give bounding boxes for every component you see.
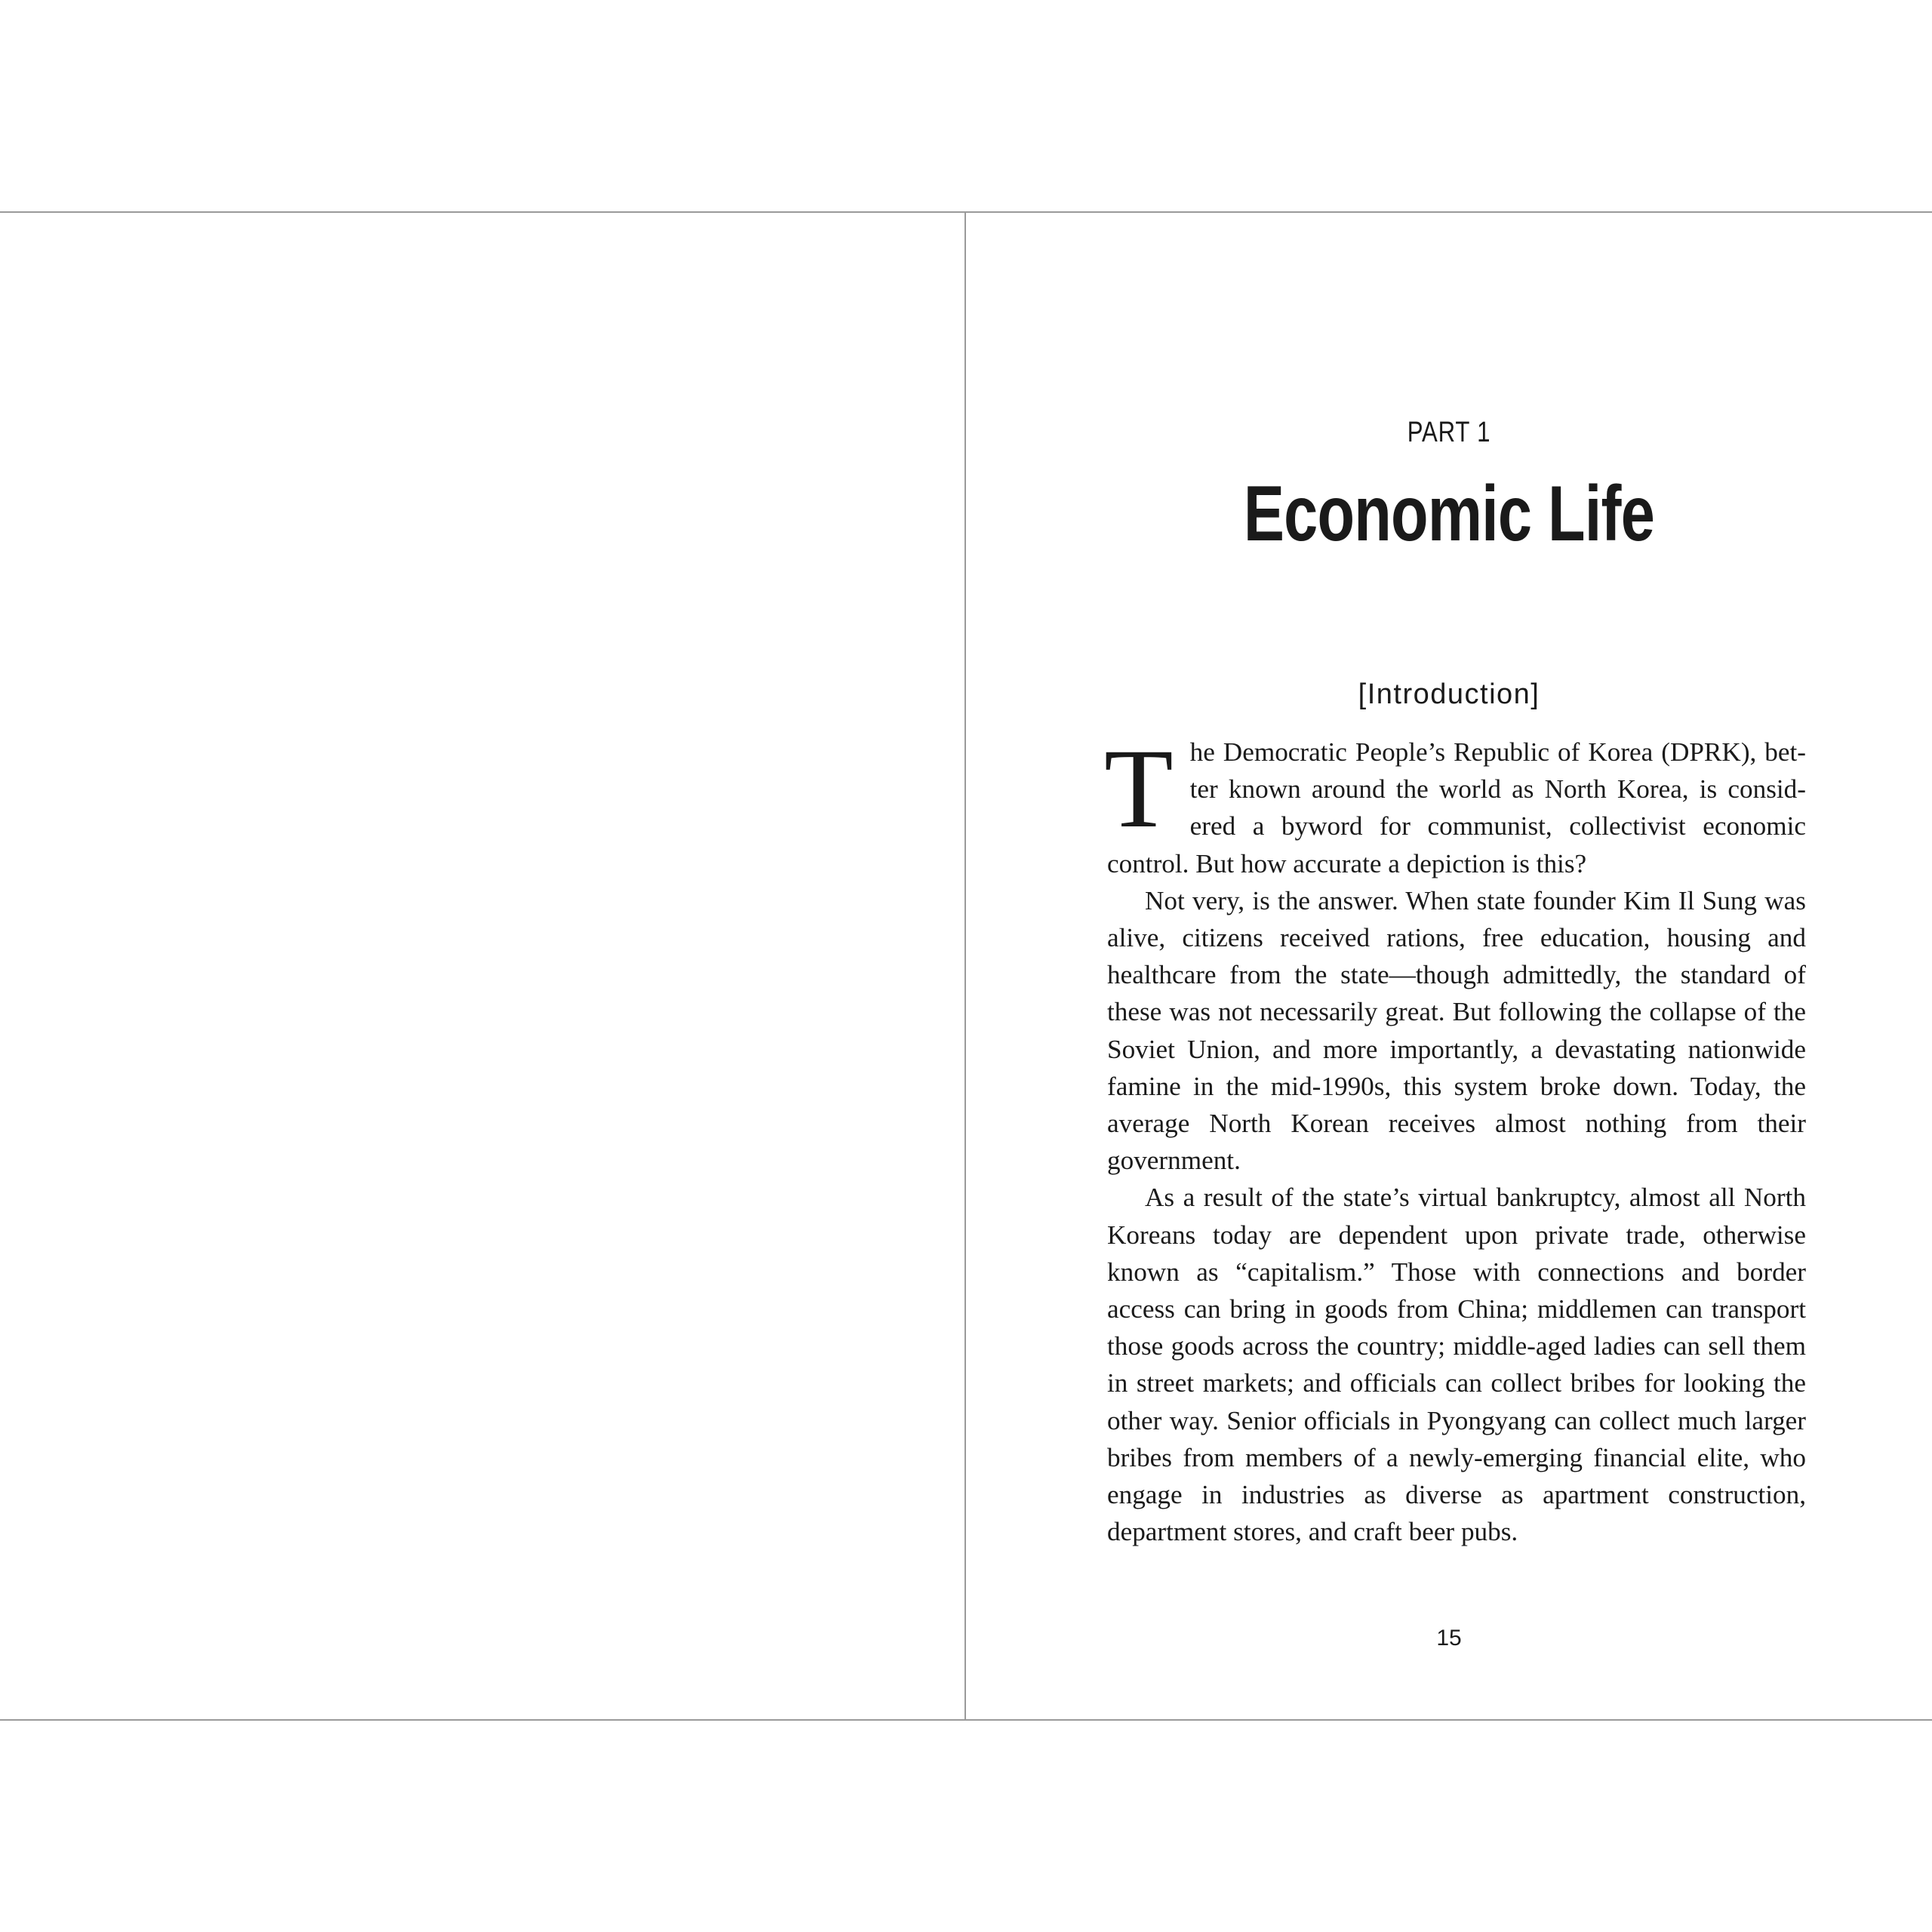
section-heading: [Introduction] [1358,678,1540,710]
paragraph-3: As a result of the state’s virtual bankruptcy, almost all North Koreans today are dependent upon private trade, otherwise known as “capitalism.” Those with connections and border access can bring in goods from China; middlemen can transport those goods across the country; middle-aged ladies can sell them in street markets; and officials can collect bribes for looking the other way. Senior officials in Pyongyang can collect much larger bribes from members of a newly-emerging financial elite, who engage in industries as diverse as apartment construction, department stores, and craft beer pubs. [1107,1183,1806,1547]
page-number: 15 [1436,1626,1462,1651]
part-label: PART 1 [1407,417,1491,448]
book-spread [0,211,1932,1721]
paragraph-1-text: he Democratic People’s Republic of Korea (DPRK), better known around the world as North Korea, is considered a byword for communist, collectivist economic control. But how accurate a depiction is this? [1107,737,1806,878]
right-page [966,213,1932,1719]
left-page-blank [0,213,966,1719]
paragraph-2: Not very, is the answer. When state founder Kim Il Sung was alive, citizens received rations, free education, housing and healthcare from the state—though admittedly, the standard of these was not necessarily great. But following the collapse of the Soviet Union, and more importantly, a devastating nationwide famine in the mid-1990s, this system broke down. Today, the average North Korean receives almost nothing from their government. [1107,885,1806,1176]
body-text [1104,726,1806,1550]
part-title: Economic Life [1243,470,1655,558]
paragraph-1 [1104,726,1806,882]
drop-cap: T [1104,726,1174,851]
